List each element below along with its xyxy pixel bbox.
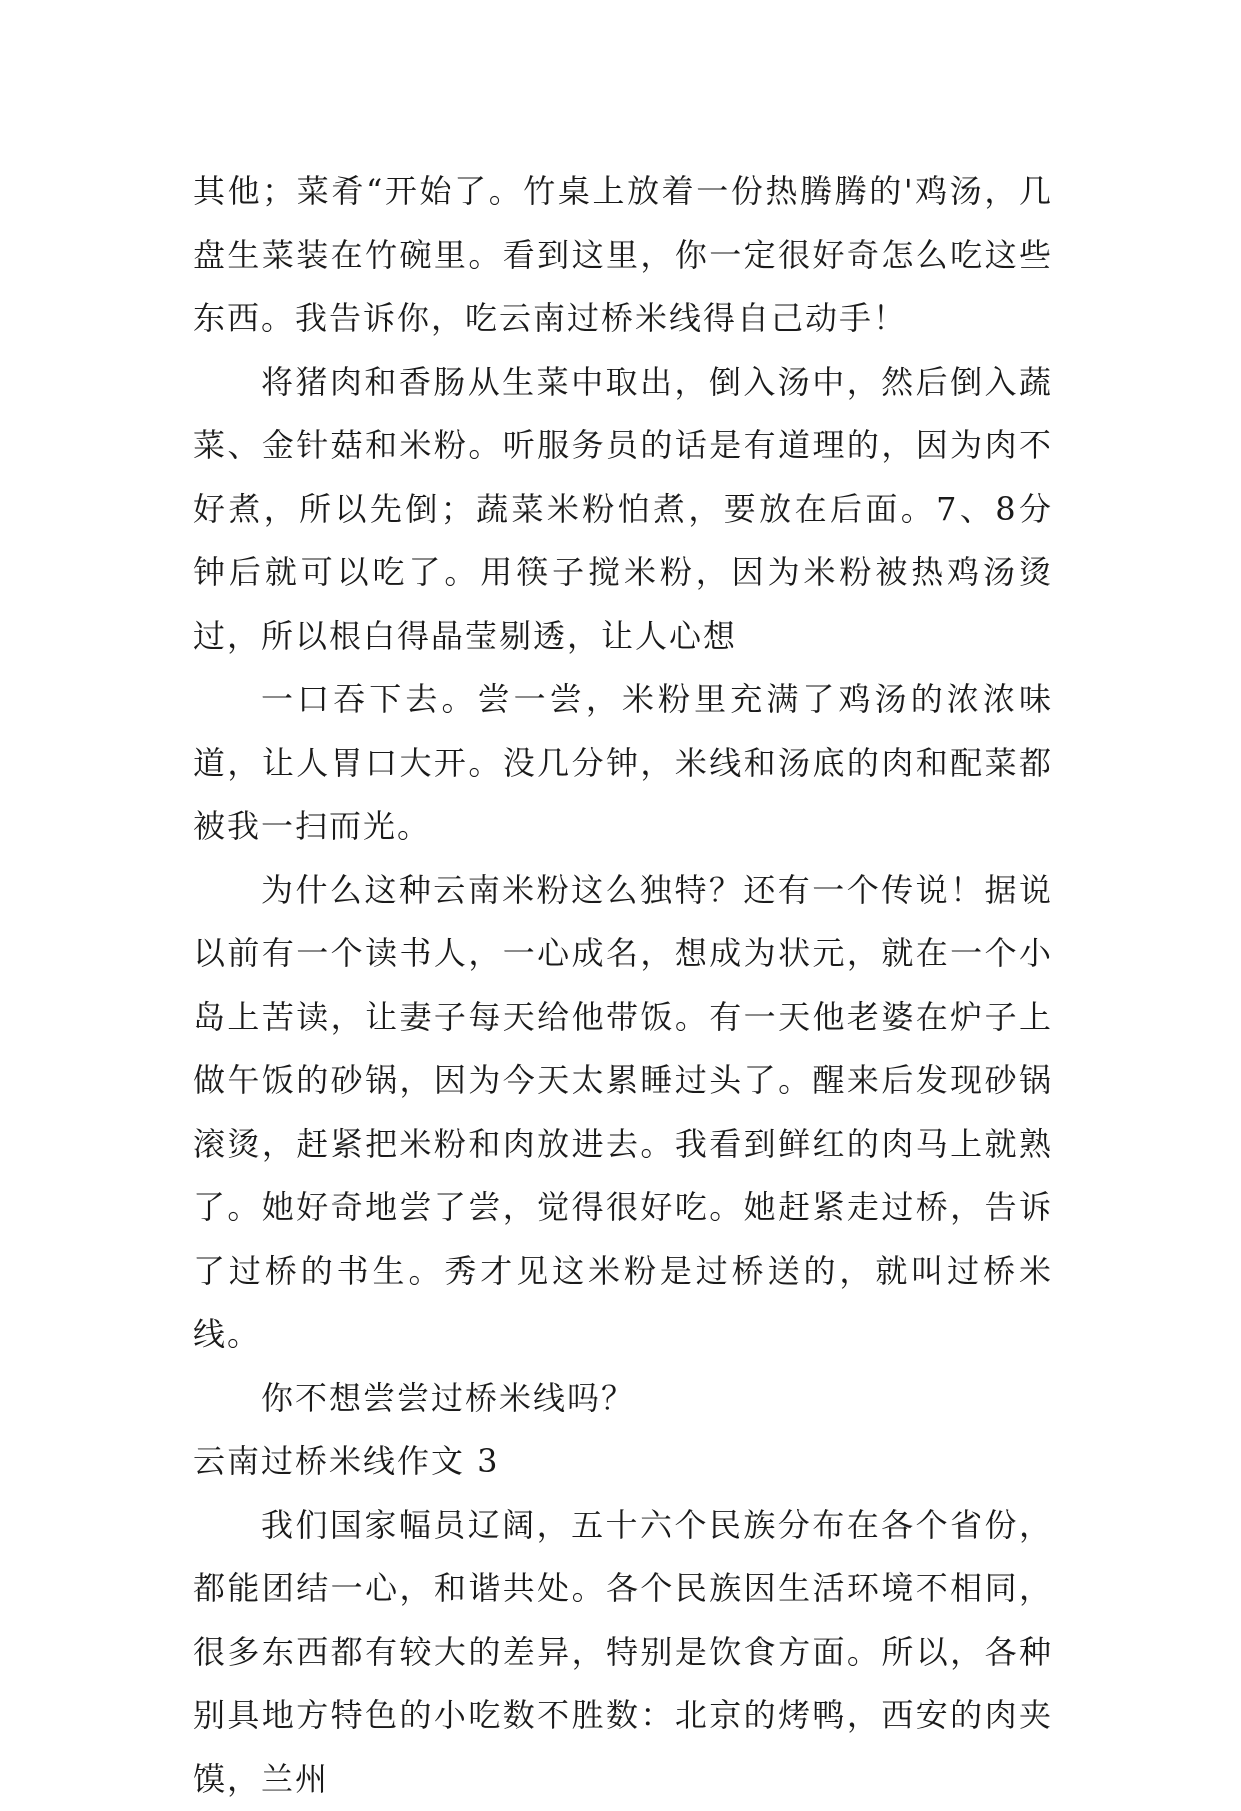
section-heading: 云南过桥米线作文 3 [193,1430,1053,1494]
paragraph: 为什么这种云南米粉这么独特？还有一个传说！据说以前有一个读书人，一心成名，想成为状元，就在一个小岛上苦读，让妻子每天给他带饭。有一天他老婆在炉子上做午饭的砂锅，因为今天太累睡过头了。醒来后发现砂锅滚烫，赶紧把米粉和肉放进去。我看到鲜红的肉马上就熟了。她好奇地尝了尝，觉得很好吃。她赶紧走过桥，告诉了过桥的书生。秀才见这米粉是过桥送的，就叫过桥米线。 [193,859,1053,1367]
paragraph: 我们国家幅员辽阔，五十六个民族分布在各个省份，都能团结一心，和谐共处。各个民族因生活环境不相同，很多东西都有较大的差异，特别是饮食方面。所以，各种别具地方特色的小吃数不胜数：北京的烤鸭，西安的肉夹馍，兰州 [193,1494,1053,1811]
paragraph: 你不想尝尝过桥米线吗？ [193,1367,1053,1431]
paragraph: 一口吞下去。尝一尝，米粉里充满了鸡汤的浓浓味道，让人胃口大开。没几分钟，米线和汤底的肉和配菜都被我一扫而光。 [193,668,1053,859]
paragraph: 将猪肉和香肠从生菜中取出，倒入汤中，然后倒入蔬菜、金针菇和米粉。听服务员的话是有道理的，因为肉不好煮，所以先倒；蔬菜米粉怕煮，要放在后面。7、8分钟后就可以吃了。用筷子搅米粉，因为米粉被热鸡汤烫过，所以根白得晶莹剔透，让人心想 [193,351,1053,669]
paragraph: 其他；菜肴“开始了。竹桌上放着一份热腾腾的'鸡汤，几盘生菜装在竹碗里。看到这里，你一定很好奇怎么吃这些东西。我告诉你，吃云南过桥米线得自己动手！ [193,160,1053,351]
article-body [193,160,1053,1811]
